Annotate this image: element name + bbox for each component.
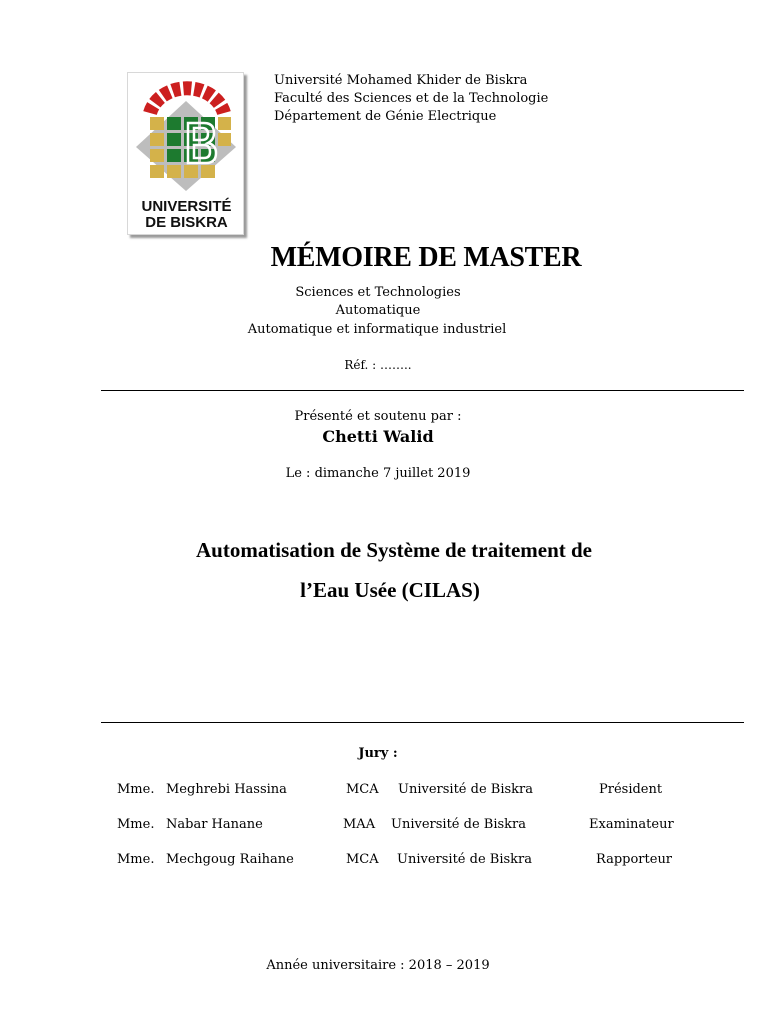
author-name: Chetti Walid [322,427,434,446]
jury-heading: Jury : [358,746,398,761]
jury-role: Rapporteur [596,852,673,867]
institution-header [274,72,548,126]
faculty-name: Faculté des Sciences et de la Technologie [274,91,549,106]
thesis-title-line2: l’Eau Usée (CILAS) [300,578,480,602]
academic-year: Année universitaire : 2018 – 2019 [266,958,490,973]
logo-text-line1: UNIVERSITÉ [141,198,232,215]
document-type-title: MÉMOIRE DE MASTER [270,242,582,273]
program-field: Automatique [335,303,421,318]
jury-institution: Université de Biskra [398,782,533,797]
university-logo [127,72,244,235]
jury-row [0,781,768,799]
university-emblem-icon [128,73,245,198]
jury-row [0,816,768,834]
jury-institution: Université de Biskra [397,852,532,867]
jury-title: Mme. [117,817,155,832]
logo-text-line2: DE BISKRA [145,214,228,231]
program-domain: Sciences et Technologies [295,285,461,300]
top-divider [101,390,744,391]
university-name: Université Mohamed Khider de Biskra [274,73,528,88]
program-specialty: Automatique et informatique industriel [247,322,507,337]
presented-by-label: Présenté et soutenu par : [294,409,462,424]
jury-institution: Université de Biskra [391,817,526,832]
thesis-title-line1: Automatisation de Système de traitement de [195,538,593,562]
jury-role: Examinateur [589,817,674,832]
jury-title: Mme. [117,852,155,867]
jury-grade: MCA [346,782,379,797]
jury-role: Président [599,782,663,797]
department-name: Département de Génie Electrique [274,109,497,124]
jury-grade: MAA [343,817,376,832]
defense-date: Le : dimanche 7 juillet 2019 [285,466,471,481]
jury-name: Meghrebi Hassina [166,782,287,797]
jury-grade: MCA [346,852,379,867]
reference: Réf. : …….. [344,358,412,372]
jury-name: Nabar Hanane [166,817,263,832]
jury-title: Mme. [117,782,155,797]
bottom-divider [101,722,744,723]
jury-name: Mechgoug Raihane [166,852,294,867]
jury-row [0,851,768,869]
